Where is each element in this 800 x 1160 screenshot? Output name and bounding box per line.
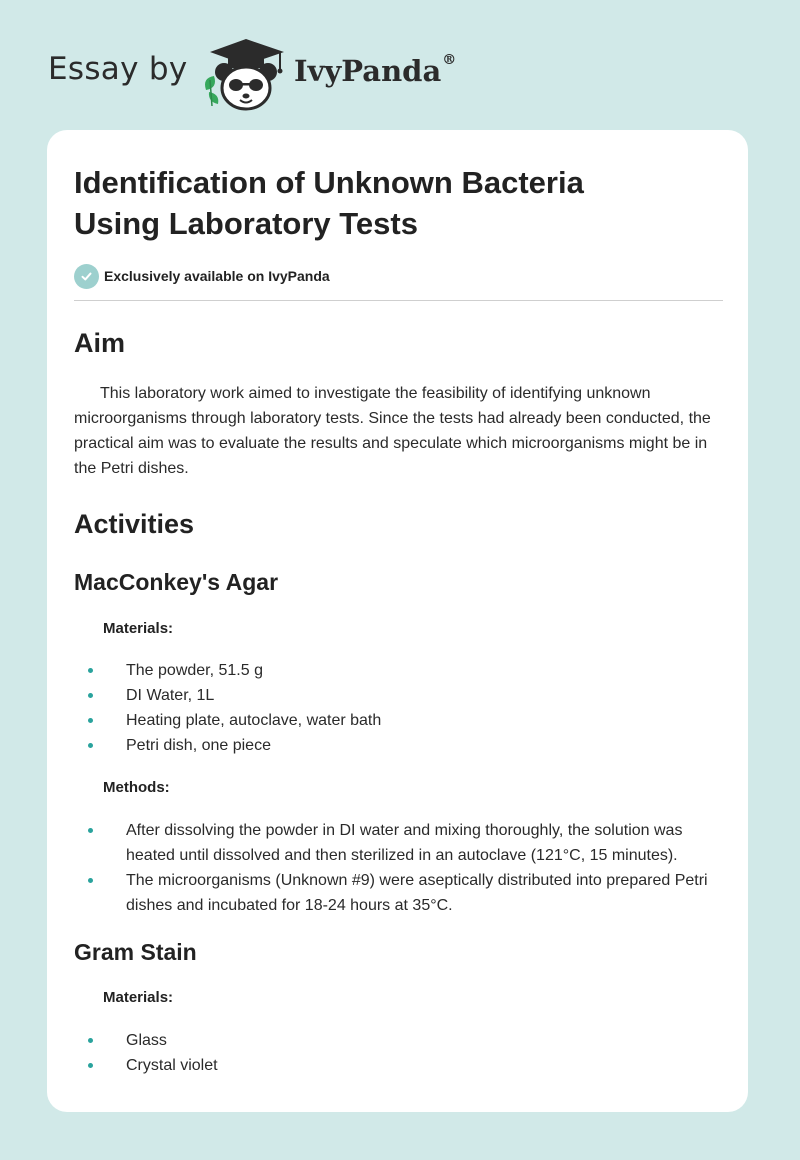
brand-name[interactable]: IvyPanda® (294, 52, 457, 88)
gram-stain-materials-list (74, 1028, 722, 1078)
activities-heading: Activities (74, 509, 195, 539)
panda-graduation-cap-icon (200, 36, 292, 112)
check-circle-icon (74, 264, 99, 289)
macconkey-materials-label: Materials: (103, 620, 174, 637)
list-item: After dissolving the powder in DI water and mixing thoroughly, the solution was heated until dissolved and then sterilized in an autoclave (121°C, 15 minutes). (74, 818, 722, 868)
site-header (48, 36, 748, 112)
gram-stain-heading: Gram Stain (74, 939, 197, 965)
badge-text: Exclusively available on IvyPanda (104, 268, 330, 284)
list-item: Crystal violet (74, 1053, 722, 1078)
list-item: The microorganisms (Unknown #9) were aseptically distributed into prepared Petri dishes and incubated for 18-24 hours at 35°C. (74, 868, 722, 918)
brand-prefix: Essay by (48, 51, 188, 87)
aim-heading: Aim (74, 328, 126, 358)
aim-paragraph: This laboratory work aimed to investigate the feasibility of identifying unknown microorganisms through laboratory tests. Since the tests had already been conducted, the practical aim was to evaluate the results and speculate which microorganisms might be in the Petri dishes. (74, 385, 711, 477)
macconkey-methods-label: Methods: (103, 779, 170, 796)
list-item: Heating plate, autoclave, water bath (74, 708, 722, 733)
essay-card (47, 130, 748, 1112)
exclusive-badge (74, 263, 722, 289)
list-item: The powder, 51.5 g (74, 658, 722, 683)
list-item: DI Water, 1L (74, 683, 722, 708)
gram-stain-materials-label: Materials: (103, 989, 174, 1006)
macconkey-methods-list (74, 818, 722, 918)
macconkey-materials-list (74, 658, 722, 758)
page-title: Identification of Unknown Bacteria Using Laboratory Tests (74, 165, 584, 241)
macconkey-heading: MacConkey's Agar (74, 569, 279, 595)
divider (74, 300, 723, 301)
list-item: Glass (74, 1028, 722, 1053)
list-item: Petri dish, one piece (74, 733, 722, 758)
